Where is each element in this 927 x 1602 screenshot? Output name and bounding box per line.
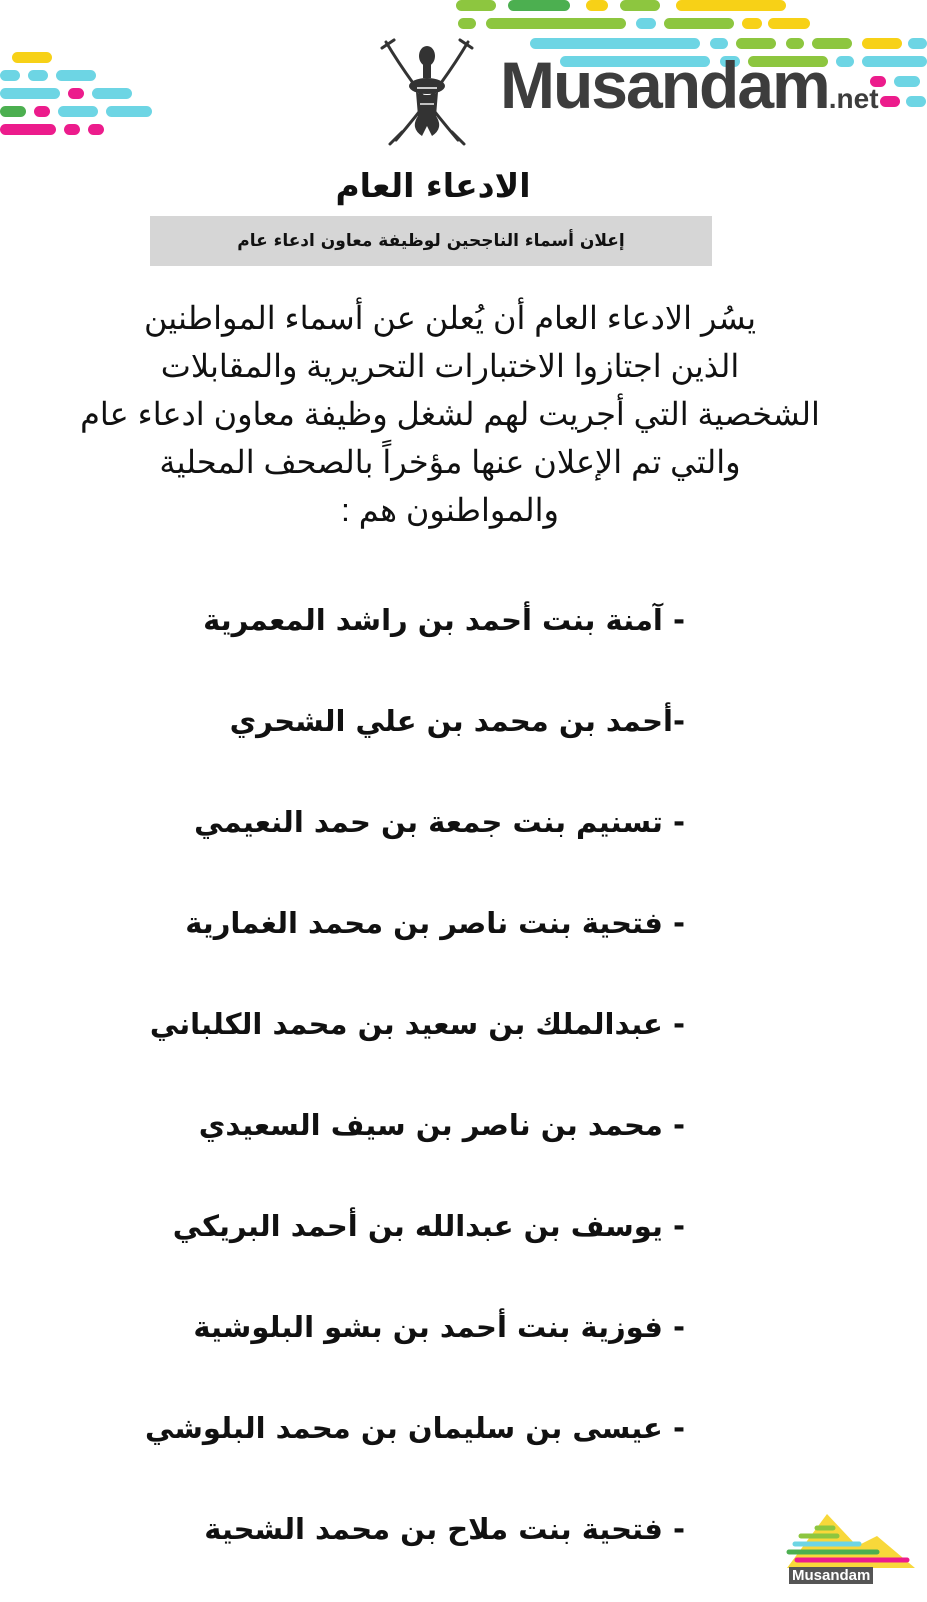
candidate-name: - عبدالملك بن سعيد بن محمد الكلباني [149,1007,685,1041]
organization-title: الادعاء العام [335,166,531,205]
intro-paragraph [40,294,860,534]
candidate-name: - فوزية بنت أحمد بن بشو البلوشية [193,1310,685,1344]
candidate-name: - يوسف بن عبدالله بن أحمد البريكي [172,1209,685,1243]
candidate-name: - آمنة بنت أحمد بن راشد المعمرية [203,603,685,637]
announcement-subtitle: إعلان أسماء الناجحين لوظيفة معاون ادعاء عام [237,231,625,251]
intro-line: والمواطنون هم : [340,492,559,528]
intro-line: والتي تم الإعلان عنها مؤخراً بالصحف المحلية [159,444,741,480]
brand-name: Musandam [500,48,829,122]
brand-header [0,0,927,160]
brand-suffix: .net [828,83,879,114]
brand-logo [500,48,879,122]
successful-candidates-list [145,592,685,1602]
subtitle-banner [150,216,712,266]
watermark-text: Musandam [789,1567,873,1584]
candidate-name: - تسنيم بنت جمعة بن حمد النعيمي [194,805,685,839]
watermark-logo [767,1506,917,1586]
oman-khanjar-emblem-icon [372,36,482,150]
candidate-name: -أحمد بن محمد بن علي الشحري [229,704,685,738]
intro-line: يسُر الادعاء العام أن يُعلن عن أسماء المواطنين [143,300,757,336]
intro-line: الشخصية التي أجريت لهم لشغل وظيفة معاون ادعاء عام [80,396,820,432]
intro-line: الذين اجتازوا الاختبارات التحريرية والمقابلات [160,348,740,384]
candidate-name: - محمد بن ناصر بن سيف السعيدي [198,1108,685,1142]
candidate-name: - فتحية بنت ناصر بن محمد الغمارية [185,906,685,940]
candidate-name: - فتحية بنت ملاح بن محمد الشحية [204,1512,685,1546]
candidate-name: - عيسى بن سليمان بن محمد البلوشي [145,1411,685,1445]
